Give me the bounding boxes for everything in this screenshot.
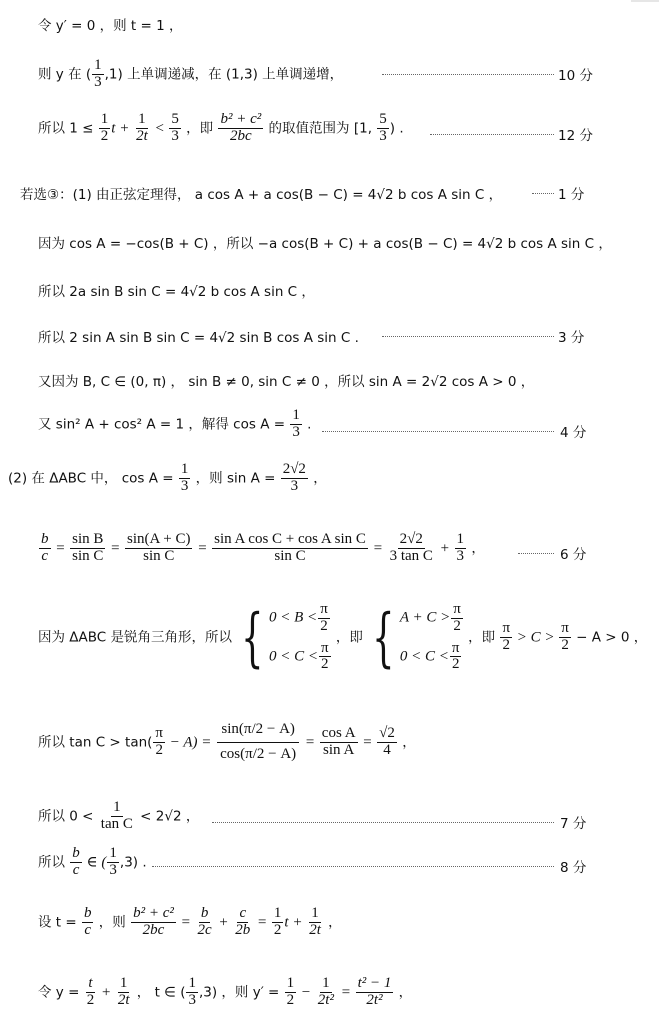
text: > C > <box>513 629 559 646</box>
text: (2) 在 ΔABC 中， cos A = <box>8 470 178 487</box>
text: t + <box>111 120 134 137</box>
score: 3 分 <box>558 330 585 346</box>
fraction <box>153 726 165 759</box>
den: 3 <box>180 477 189 494</box>
fraction <box>356 976 394 1009</box>
den: 3 <box>109 861 117 878</box>
den: 2t <box>117 991 130 1008</box>
text: = <box>358 734 377 751</box>
text: . <box>302 416 312 433</box>
den: sin C <box>143 547 175 564</box>
num: t <box>88 975 93 991</box>
text: ，则 sin A = <box>191 470 280 487</box>
den: 2bc <box>142 921 165 938</box>
num: sin A cos C + cos A sin C <box>214 531 366 547</box>
fraction <box>285 976 297 1009</box>
num: sin(A + C) <box>127 531 191 547</box>
text: ,3) ，则 y′ = <box>198 984 284 1001</box>
den: 2 <box>453 617 461 634</box>
text: ，则 <box>94 914 131 931</box>
text: ，即 <box>331 629 368 646</box>
fraction <box>500 621 512 654</box>
den: sin C <box>72 547 104 564</box>
den: 3 <box>171 127 179 144</box>
fraction <box>131 906 176 939</box>
left-brace: { <box>372 600 395 675</box>
den: 2b <box>235 921 251 938</box>
fraction <box>377 112 389 145</box>
text: = <box>368 540 387 557</box>
score: 1 分 <box>558 187 585 203</box>
fraction <box>455 532 467 565</box>
num: c <box>239 905 247 921</box>
text: < 2√2 ， <box>135 808 200 825</box>
den: 2 <box>451 656 460 673</box>
line-10 <box>8 462 659 495</box>
text: ， <box>323 914 342 931</box>
num: 5 <box>171 111 179 127</box>
den: sin C <box>274 547 306 564</box>
text: = <box>51 540 70 557</box>
num: 1 <box>119 975 128 991</box>
fraction <box>451 602 463 635</box>
fraction <box>107 846 119 879</box>
fraction <box>216 722 300 763</box>
fraction <box>70 846 82 879</box>
num: 1 <box>94 57 102 73</box>
text: ， t ∈ ( <box>132 984 186 1001</box>
leader-dots <box>212 822 554 823</box>
den: 2 <box>286 991 295 1008</box>
fraction <box>92 58 104 91</box>
num: 1 <box>311 905 319 921</box>
num: π <box>502 620 511 637</box>
score: 12 分 <box>558 128 593 144</box>
den: sin A <box>323 741 355 758</box>
text: 设 t = <box>38 914 81 931</box>
num: π <box>155 725 163 741</box>
num: 1 <box>286 975 295 991</box>
fraction <box>39 532 51 565</box>
text: ,1) 上单调递减，在 (1,3) 上单调递增， <box>104 66 344 83</box>
fraction <box>70 532 105 565</box>
text: < <box>150 120 169 137</box>
text: 若选③：(1) 由正弦定理得， a cos A + a cos(B − C) = 4√2 b cos A sin C ， <box>20 187 503 203</box>
leader-dots <box>518 553 554 554</box>
leader-dots <box>382 336 554 337</box>
num: b <box>41 531 49 547</box>
num: 5 <box>379 111 387 127</box>
fraction <box>134 112 150 145</box>
den: 2t² <box>366 991 383 1008</box>
fraction <box>290 408 302 441</box>
den: 2t <box>136 127 148 144</box>
fraction <box>319 641 331 674</box>
fraction <box>82 906 94 939</box>
text: 所以 tan C > tan( <box>38 734 153 751</box>
num: 1 <box>113 799 121 815</box>
row <box>269 602 332 635</box>
text: 所以 1 ≤ <box>38 120 98 137</box>
den: 3 <box>290 477 299 494</box>
den: c <box>72 861 80 878</box>
den: 3 <box>94 73 102 90</box>
den: 4 <box>383 741 391 758</box>
text: ， <box>308 470 327 487</box>
text: 所以 0 < <box>38 808 98 825</box>
text: 令 y = <box>38 984 84 1001</box>
text: 0 < C < <box>269 648 319 665</box>
text: 因为 ΔABC 是锐角三角形，所以 <box>38 629 237 646</box>
text: 的取值范围为 [1, <box>264 120 377 137</box>
score: 7 分 <box>560 816 587 832</box>
text: 又因为 B, C ∈ (0, π) ， sin B ≠ 0, sin C ≠ 0 ，所以 sin A = 2√2 cos A > 0 ， <box>38 374 535 390</box>
num: π <box>321 639 329 656</box>
page-corner-mark <box>631 0 659 2</box>
num: 1 <box>292 407 300 423</box>
den: c <box>41 547 49 564</box>
text: − A > 0 ， <box>571 629 648 646</box>
text: 所以 <box>38 854 70 871</box>
num: π <box>320 601 328 617</box>
num: b <box>200 905 209 921</box>
fraction <box>212 532 368 565</box>
line-6 <box>38 280 659 300</box>
den: c <box>84 921 92 938</box>
den: 2 <box>100 127 109 144</box>
num: b <box>83 905 92 921</box>
text: ) . <box>389 120 404 137</box>
num: 1 <box>188 975 196 991</box>
fraction <box>99 800 135 833</box>
text: 所以 2a sin B sin C = 4√2 b cos A sin C ， <box>38 284 315 300</box>
line-12 <box>38 602 659 673</box>
text: ，即 <box>181 120 218 137</box>
leader-dots <box>152 866 554 867</box>
fraction <box>377 726 397 759</box>
num: 1 <box>100 111 109 127</box>
den: 3 <box>188 991 196 1008</box>
line-13 <box>38 722 659 763</box>
text: ，即 <box>463 629 500 646</box>
den: 2 <box>561 637 569 653</box>
text: ， <box>467 540 485 557</box>
den: 2 <box>502 637 510 653</box>
fraction <box>218 112 263 145</box>
fraction <box>559 621 571 654</box>
fraction <box>99 112 111 145</box>
num: π <box>451 639 460 656</box>
score: 6 分 <box>560 547 587 563</box>
fraction <box>318 602 330 635</box>
line-16: 设 t = $\frac{b}{c}$ ，则 $\frac{\text{b² + c²}}{2bc}$ = $\frac{b}{2c}$ + $\frac{c}{2b}$ = $\frac{1}{2}$ t + $\frac{1}{2t}$ ， <box>38 905 342 938</box>
text: 0 < C < <box>399 648 449 665</box>
leader-dots <box>430 134 554 135</box>
line-17: 令 y = $\frac{t}{2}$ + $\frac{1}{2t}$ ， t ∈ ( $\frac{1}{3}$ ,3) ，则 y′ = $\frac{1}{2}$ − $\frac{1}{\text{2t²}}$ = $\frac{\text{t² − 1}}{\text{2t²}}$ ， <box>38 975 413 1008</box>
leader-dots <box>532 193 554 194</box>
den: 2 <box>320 617 328 634</box>
text: 所以 2 sin A sin B sin C = 4√2 sin B cos A sin C . <box>38 330 359 346</box>
den: 2t <box>309 921 321 938</box>
text: = <box>301 734 319 751</box>
line-1 <box>38 14 659 34</box>
fraction <box>307 906 323 939</box>
text: = <box>193 540 212 557</box>
den: 2 <box>273 921 282 938</box>
num: 2√2 <box>399 531 423 547</box>
score: 10 分 <box>558 68 593 84</box>
den: 2t² <box>317 991 334 1008</box>
den: cos(π/2 − A) <box>220 745 297 762</box>
text: A + C > <box>399 609 451 626</box>
left-brace: { <box>241 600 264 675</box>
text: ， <box>394 984 413 1001</box>
num: sin(π/2 − A) <box>217 722 299 743</box>
row <box>269 641 332 674</box>
fraction <box>281 462 308 495</box>
fraction <box>125 532 192 565</box>
num: √2 <box>379 725 395 741</box>
num: π <box>561 620 569 637</box>
inequality-system <box>269 602 332 673</box>
fraction <box>186 976 198 1009</box>
fraction <box>195 906 213 939</box>
fraction <box>233 906 252 939</box>
num: π <box>453 601 461 617</box>
leader-dots <box>322 431 554 432</box>
den: tan C <box>100 815 133 832</box>
text: = <box>106 540 125 557</box>
den: 2 <box>155 741 163 758</box>
text: 因为 cos A = −cos(B + C) ，所以 −a cos(B + C) + a cos(B − C) = 4√2 b cos A sin C ， <box>38 236 612 252</box>
text: 又 sin² A + cos² A = 1 ，解得 cos A = <box>38 416 290 433</box>
num: 1 <box>273 905 282 921</box>
fraction <box>450 641 462 674</box>
den: 3 <box>456 547 465 564</box>
num: 1 <box>180 461 189 477</box>
text: 令 y′ = 0 ，则 t = 1 ， <box>38 18 183 34</box>
fraction <box>116 976 132 1009</box>
num: sin B <box>72 531 104 547</box>
score: 4 分 <box>560 425 587 441</box>
fraction <box>388 532 435 565</box>
text: + <box>435 540 454 557</box>
num: b² + c² <box>133 905 174 921</box>
den: 2 <box>321 656 329 673</box>
fraction <box>85 976 97 1009</box>
row <box>400 641 464 674</box>
den: 3 <box>292 423 300 440</box>
num: b <box>72 845 80 861</box>
fraction <box>272 906 284 939</box>
inequality-system <box>400 602 464 673</box>
line-5 <box>38 232 659 252</box>
line-8 <box>38 370 659 390</box>
text: ,3) . <box>119 854 147 871</box>
num: 1 <box>138 111 146 127</box>
score: 8 分 <box>560 860 587 876</box>
num: 2√2 <box>282 461 306 477</box>
den: 3 tan C <box>389 547 433 564</box>
num: cos A <box>321 725 356 741</box>
num: 1 <box>456 531 465 547</box>
den: 2 <box>86 991 95 1008</box>
leader-dots <box>382 74 554 75</box>
den: 2c <box>197 921 212 938</box>
fraction <box>316 976 336 1009</box>
text: 则 y 在 ( <box>38 66 92 83</box>
text: 0 < B < <box>269 609 318 626</box>
num: b² + c² <box>220 111 262 127</box>
fraction <box>169 112 181 145</box>
den: 2bc <box>230 127 252 144</box>
num: t² − 1 <box>357 975 392 991</box>
num: 1 <box>109 845 117 861</box>
row <box>400 602 464 635</box>
fraction <box>320 726 358 759</box>
text: ∈ ( <box>82 854 107 871</box>
den: 3 <box>379 127 387 144</box>
text: − A) = <box>166 734 216 751</box>
text: ， <box>397 734 416 751</box>
num: 1 <box>322 975 330 991</box>
fraction <box>179 462 191 495</box>
